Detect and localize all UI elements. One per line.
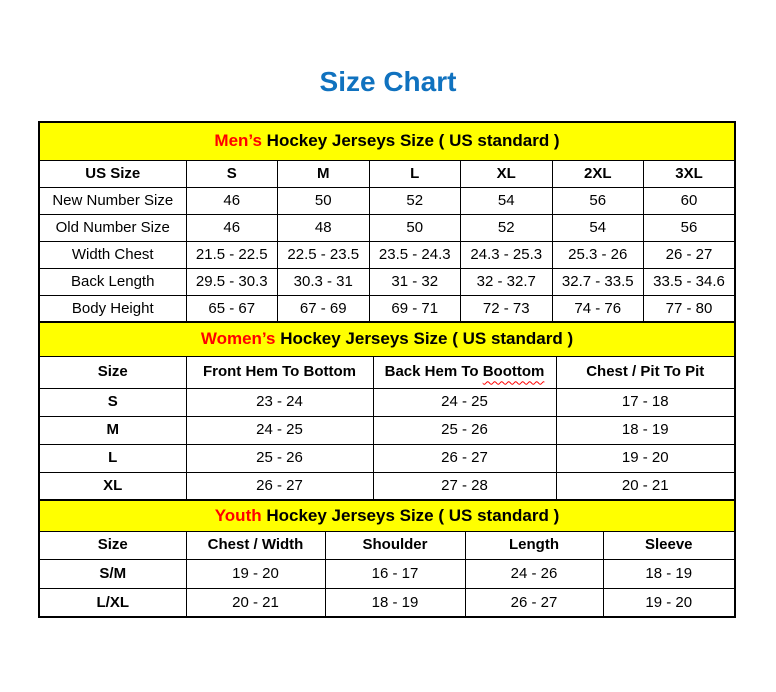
womens-cell: 17 - 18 — [556, 388, 735, 416]
youth-cell: 18 - 19 — [603, 559, 735, 588]
mens-cell: 30.3 - 31 — [278, 268, 370, 295]
womens-section-rest: Hockey Jerseys Size ( US standard ) — [275, 329, 574, 349]
table-row — [39, 559, 735, 588]
womens-cell: 26 - 27 — [373, 444, 556, 472]
mens-cell: 29.5 - 30.3 — [186, 268, 278, 295]
mens-cell: 77 - 80 — [644, 295, 736, 322]
womens-col-header: Size — [39, 356, 186, 388]
youth-cell: 24 - 26 — [465, 559, 603, 588]
mens-cell: 69 - 71 — [369, 295, 461, 322]
table-row — [39, 295, 735, 322]
mens-col-header: 3XL — [644, 160, 736, 187]
womens-cell: 25 - 26 — [186, 444, 373, 472]
mens-cell: 26 - 27 — [644, 241, 736, 268]
womens-col-header: Front Hem To Bottom — [186, 356, 373, 388]
mens-section-rest: Hockey Jerseys Size ( US standard ) — [261, 131, 560, 151]
womens-size-table — [38, 321, 736, 501]
womens-header-row — [39, 356, 735, 388]
mens-cell: 33.5 - 34.6 — [644, 268, 736, 295]
mens-cell: 56 — [552, 187, 644, 214]
youth-section-rest: Hockey Jerseys Size ( US standard ) — [261, 505, 560, 525]
youth-band-row — [39, 500, 735, 531]
youth-cell: 19 - 20 — [603, 588, 735, 617]
youth-col-header: Length — [465, 531, 603, 559]
mens-cell: 22.5 - 23.5 — [278, 241, 370, 268]
mens-row-label: Width Chest — [39, 241, 186, 268]
womens-cell: 20 - 21 — [556, 472, 735, 500]
mens-cell: 50 — [278, 187, 370, 214]
mens-cell: 48 — [278, 214, 370, 241]
table-row — [39, 388, 735, 416]
youth-cell: 26 - 27 — [465, 588, 603, 617]
mens-cell: 25.3 - 26 — [552, 241, 644, 268]
womens-cell: 26 - 27 — [186, 472, 373, 500]
youth-section-highlight: Youth — [214, 505, 262, 525]
youth-row-label: S/M — [39, 559, 186, 588]
mens-section-highlight: Men’s — [214, 131, 262, 151]
mens-row-label: Old Number Size — [39, 214, 186, 241]
mens-col-header: M — [278, 160, 370, 187]
mens-row-label: Back Length — [39, 268, 186, 295]
mens-cell: 52 — [461, 214, 553, 241]
womens-cell: 24 - 25 — [186, 416, 373, 444]
youth-col-header: Size — [39, 531, 186, 559]
mens-cell: 54 — [461, 187, 553, 214]
table-row — [39, 444, 735, 472]
page-title: Size Chart — [319, 66, 457, 97]
youth-col-header: Shoulder — [325, 531, 465, 559]
womens-cell: 24 - 25 — [373, 388, 556, 416]
mens-row-label: New Number Size — [39, 187, 186, 214]
youth-col-header: Chest / Width — [186, 531, 325, 559]
mens-cell: 50 — [369, 214, 461, 241]
youth-col-header: Sleeve — [603, 531, 735, 559]
womens-row-label: L — [39, 444, 186, 472]
mens-col-header: S — [186, 160, 278, 187]
mens-cell: 72 - 73 — [461, 295, 553, 322]
mens-header-row — [39, 160, 735, 187]
table-row — [39, 588, 735, 617]
mens-section-header — [39, 122, 735, 160]
womens-cell: 23 - 24 — [186, 388, 373, 416]
mens-cell: 54 — [552, 214, 644, 241]
table-row — [39, 416, 735, 444]
size-chart-tables — [38, 121, 736, 618]
back-hem-prefix: Back Hem To — [384, 363, 483, 381]
mens-cell: 24.3 - 25.3 — [461, 241, 553, 268]
mens-cell: 46 — [186, 187, 278, 214]
table-row — [39, 214, 735, 241]
back-hem-misspelled-word: Boottom — [482, 363, 545, 381]
womens-row-label: XL — [39, 472, 186, 500]
mens-cell: 23.5 - 24.3 — [369, 241, 461, 268]
youth-size-table — [38, 499, 736, 618]
mens-cell: 32.7 - 33.5 — [552, 268, 644, 295]
womens-row-label: S — [39, 388, 186, 416]
mens-cell: 31 - 32 — [369, 268, 461, 295]
mens-row-label: Body Height — [39, 295, 186, 322]
mens-cell: 67 - 69 — [278, 295, 370, 322]
mens-size-table — [38, 121, 736, 323]
youth-cell: 18 - 19 — [325, 588, 465, 617]
womens-cell: 27 - 28 — [373, 472, 556, 500]
youth-row-label: L/XL — [39, 588, 186, 617]
mens-cell: 56 — [644, 214, 736, 241]
womens-col-header-misspelled — [373, 356, 556, 388]
youth-cell: 16 - 17 — [325, 559, 465, 588]
mens-band-row — [39, 122, 735, 160]
womens-band-row — [39, 322, 735, 356]
table-row — [39, 241, 735, 268]
mens-col-header: L — [369, 160, 461, 187]
mens-cell: 60 — [644, 187, 736, 214]
womens-col-header: Chest / Pit To Pit — [556, 356, 735, 388]
mens-cell: 32 - 32.7 — [461, 268, 553, 295]
mens-cell: 21.5 - 22.5 — [186, 241, 278, 268]
womens-section-header — [39, 322, 735, 356]
table-row — [39, 187, 735, 214]
youth-cell: 20 - 21 — [186, 588, 325, 617]
womens-section-highlight: Women’s — [200, 329, 276, 349]
youth-section-header — [39, 500, 735, 531]
womens-cell: 19 - 20 — [556, 444, 735, 472]
mens-cell: 65 - 67 — [186, 295, 278, 322]
mens-col-header: US Size — [39, 160, 186, 187]
youth-header-row — [39, 531, 735, 559]
youth-cell: 19 - 20 — [186, 559, 325, 588]
mens-col-header: XL — [461, 160, 553, 187]
womens-cell: 25 - 26 — [373, 416, 556, 444]
womens-cell: 18 - 19 — [556, 416, 735, 444]
table-row — [39, 268, 735, 295]
mens-col-header: 2XL — [552, 160, 644, 187]
mens-cell: 46 — [186, 214, 278, 241]
womens-row-label: M — [39, 416, 186, 444]
mens-cell: 74 - 76 — [552, 295, 644, 322]
table-row — [39, 472, 735, 500]
mens-cell: 52 — [369, 187, 461, 214]
